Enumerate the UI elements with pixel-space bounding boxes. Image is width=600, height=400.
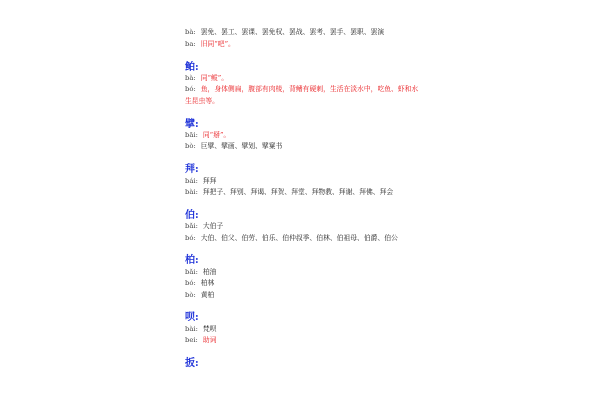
entry-heading: 扳: (185, 357, 199, 369)
pinyin-label: bò: (185, 142, 196, 151)
entry-line (185, 39, 421, 50)
entry-line (185, 324, 421, 335)
definition-text: 黄柏 (200, 290, 215, 299)
pinyin-label: bǎi: (185, 222, 198, 231)
pinyin-label: bò: (185, 290, 196, 299)
pinyin-label: bǎi: (185, 267, 198, 276)
entry-line (185, 176, 421, 187)
dictionary-entry (185, 164, 421, 198)
entry-heading: 鲌: (185, 61, 199, 73)
definition-text: 巨擘、擘画、擘划、擘窠书 (200, 142, 283, 151)
definition-text: 柏林 (200, 279, 215, 288)
pinyin-label: bó: (185, 279, 196, 288)
entry-line (185, 290, 421, 301)
pinyin-label: bái: (185, 176, 198, 185)
dictionary-entry (185, 255, 421, 301)
definition-text: 同“掰”。 (202, 130, 231, 139)
dictionary-entry (185, 358, 421, 369)
entry-line (185, 335, 421, 346)
definition-text: 助词 (202, 336, 217, 345)
pinyin-label: bài: (185, 324, 198, 333)
entry-line (185, 27, 421, 38)
entry-line (185, 187, 421, 198)
definition-text: 旧同“吧”。 (200, 39, 235, 48)
pinyin-label: bei: (185, 336, 198, 345)
entry-heading: 柏: (185, 255, 199, 267)
entry-line (185, 84, 421, 107)
pinyin-label: bó: (185, 233, 196, 242)
entry-line (185, 278, 421, 289)
dictionary-entry (185, 312, 421, 346)
dictionary-document (185, 27, 421, 369)
entry-heading: 擘: (185, 118, 199, 130)
definition-text: 鱼，身体侧扁，腹部有肉棱，背鳍有硬刺，生活在淡水中，吃鱼、虾和水生昆虫等。 (185, 85, 419, 105)
definition-text: 大伯子 (202, 222, 224, 231)
dictionary-entry (185, 27, 421, 50)
dictionary-entry (185, 62, 421, 108)
pinyin-label: bāi: (185, 130, 198, 139)
definition-text: 罢免、罢工、罢课、罢免权、罢战、罢考、罢手、罢职、罢演 (200, 28, 385, 37)
entry-heading: 伯: (185, 209, 199, 221)
entry-line (185, 73, 421, 84)
definition-text: 梵呗 (202, 324, 217, 333)
entry-line (185, 267, 421, 278)
entry-line (185, 221, 421, 232)
definition-text: 同“鲅”。 (200, 73, 229, 82)
dictionary-entry (185, 119, 421, 153)
dictionary-entry (185, 210, 421, 244)
definition-text: 拜把子、拜别、拜谒、拜贺、拜堂、拜物教、拜谢、拜佛、拜会 (202, 187, 394, 196)
definition-text: 柏油 (202, 267, 217, 276)
entry-line (185, 233, 421, 244)
entry-heading: 拜: (185, 164, 199, 176)
pinyin-label: bà: (185, 28, 196, 37)
entry-line (185, 130, 421, 141)
definition-text: 大伯、伯父、伯劳、伯乐、伯仲叔季、伯林、伯祖母、伯爵、伯公 (200, 233, 398, 242)
definition-text: 拜拜 (202, 176, 217, 185)
pinyin-label: bó: (185, 85, 196, 94)
entry-line (185, 141, 421, 152)
entry-heading: 呗: (185, 312, 199, 324)
pinyin-label: bà: (185, 73, 196, 82)
pinyin-label: bài: (185, 187, 198, 196)
pinyin-label: ba: (185, 39, 196, 48)
